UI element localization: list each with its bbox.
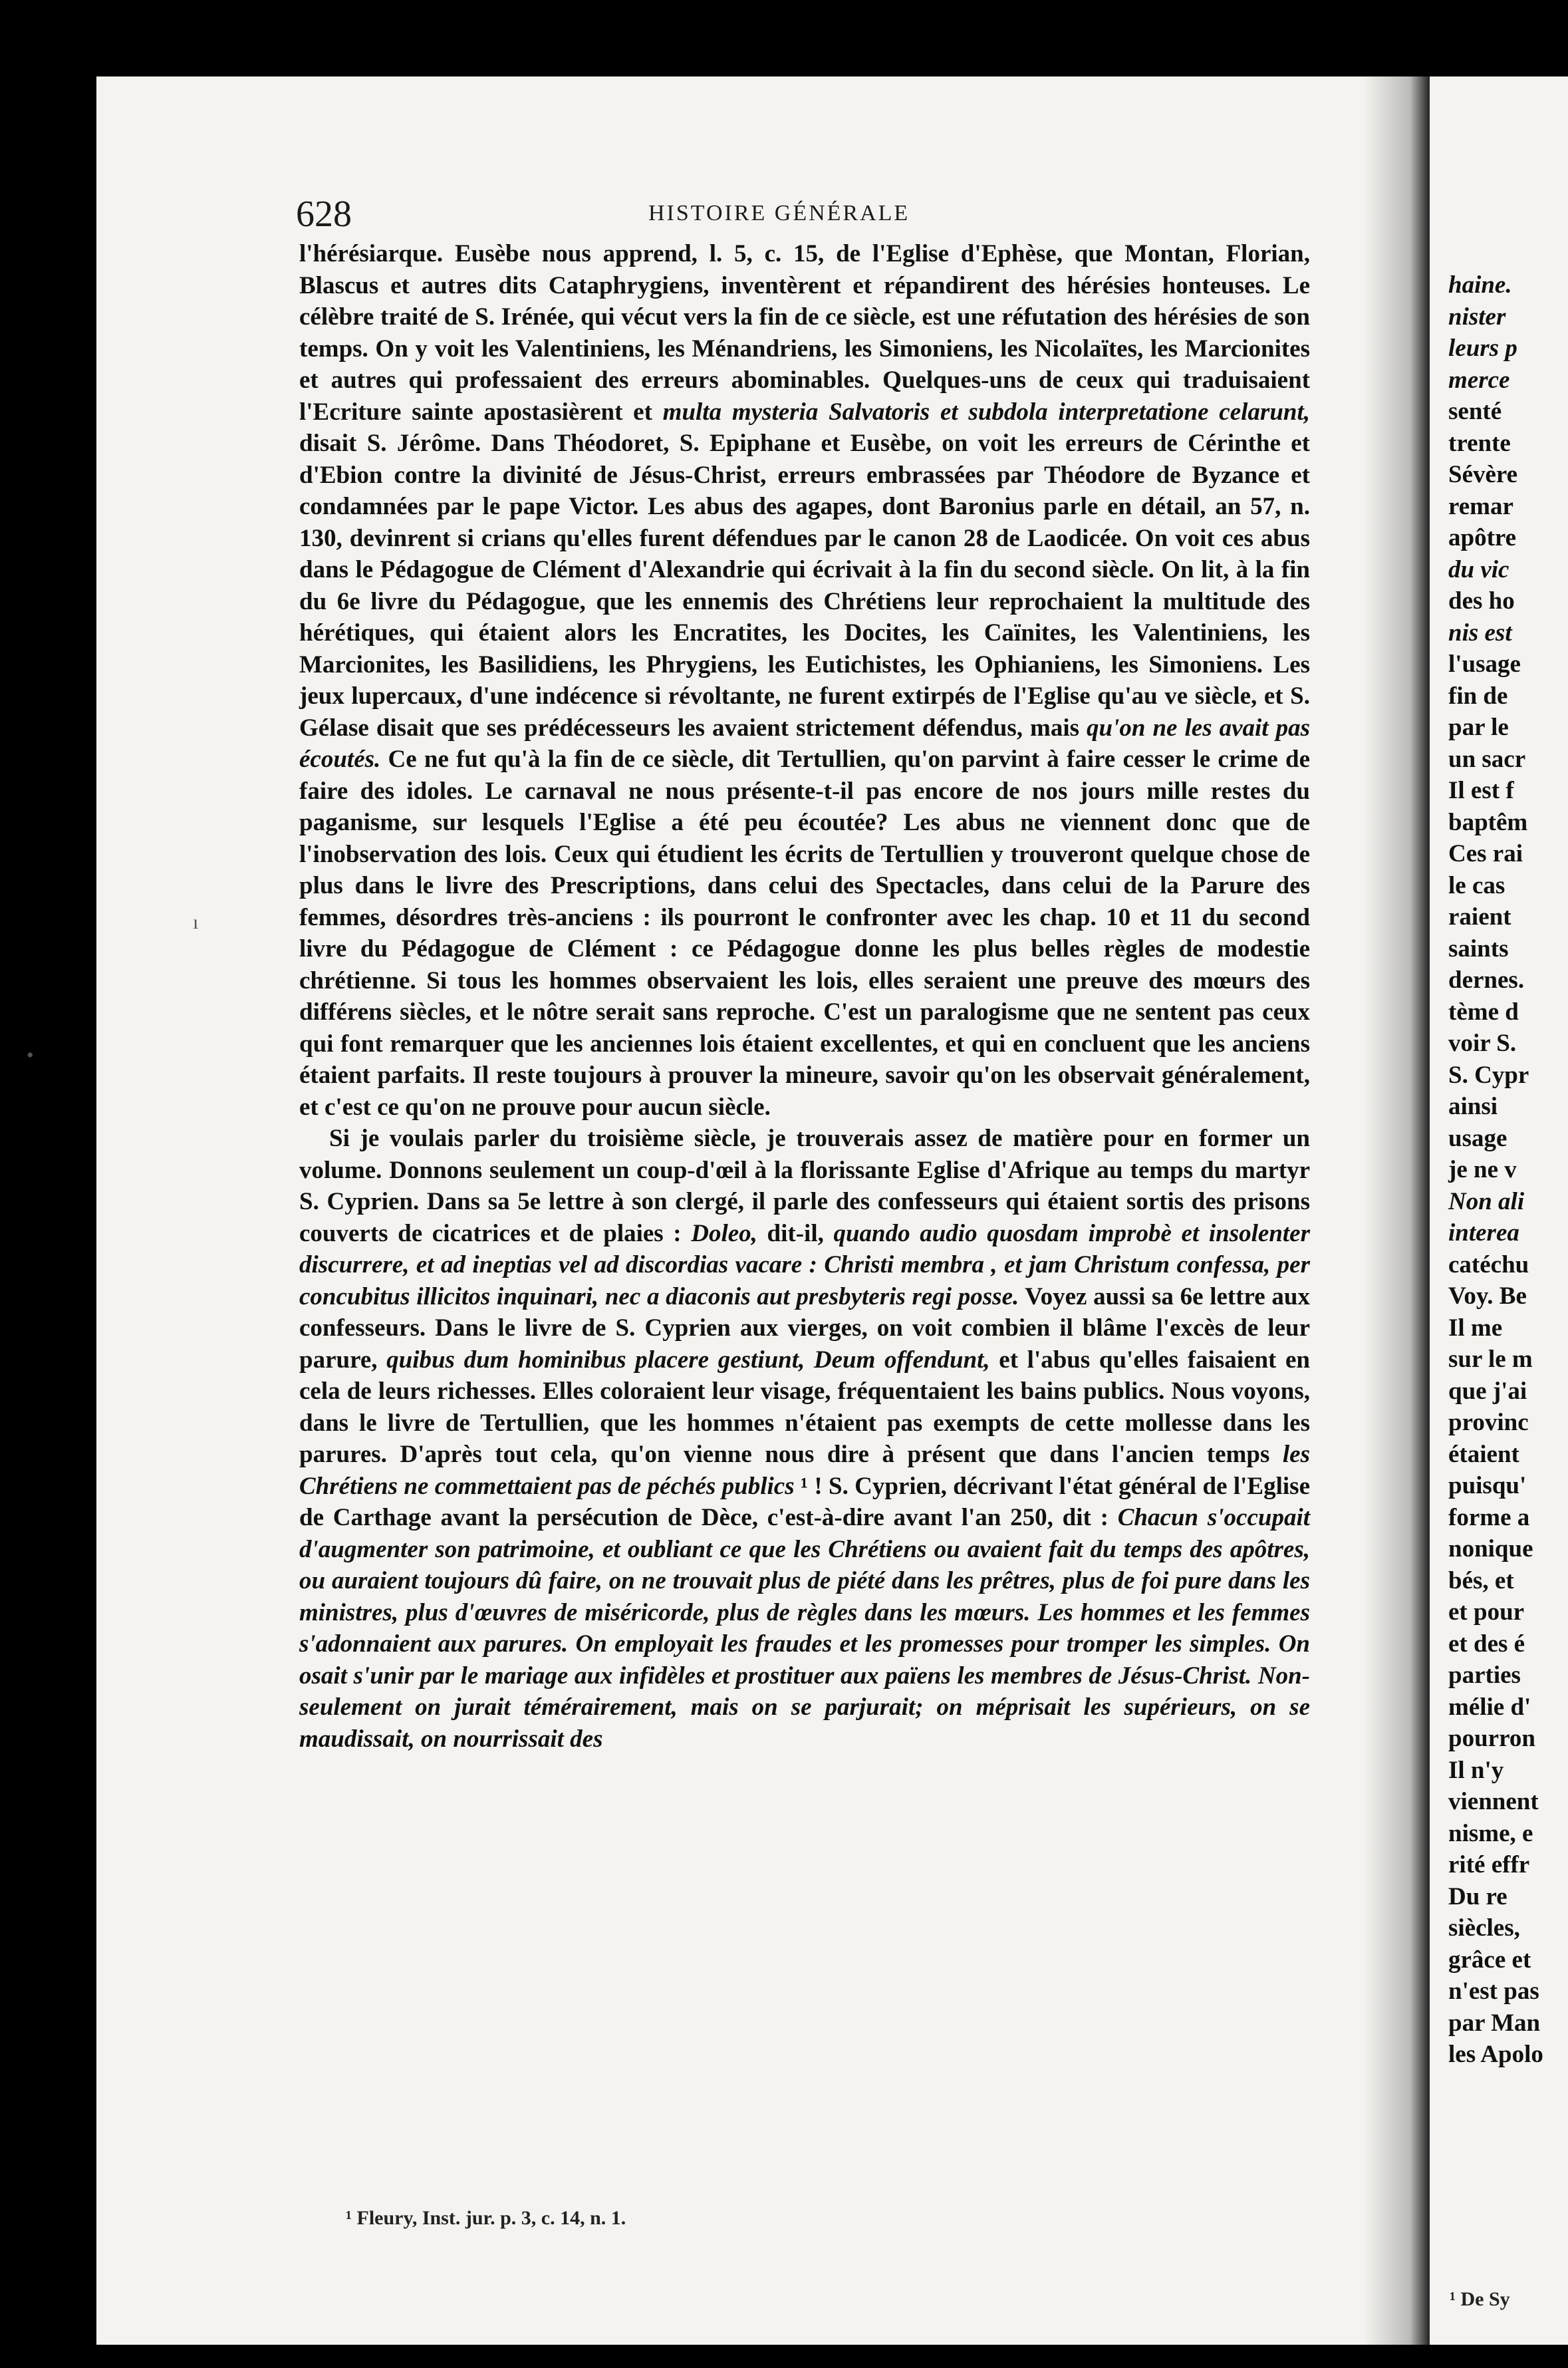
text-run: et l'abus qu'elles faisaient en cela de leurs richesses. Elles coloraient leur visage, fréquentaient les bains publics. Nous voyons, dans le livre de Tertullien, que les hommes n'étaient pas exempts de cette mollesse dans les parures. D'après tout cela, qu'on vienne nous dire à présent que dans l'ancien temps bbox=[299, 1346, 1310, 1468]
right-page-line: saints bbox=[1448, 935, 1509, 962]
right-page-line: et des é bbox=[1448, 1630, 1525, 1658]
right-page-line: baptêm bbox=[1448, 808, 1528, 836]
text-run: Si je voulais parler du troisième siècle, je trouverais assez de matière pour en former un volume. Donnons seulement un coup-d'œil à la florissante Eglise d'Afrique au temps du martyr S. Cyprien. Dans sa 5e lettre à son clergé, il parle des confesseurs qui étaient sortis des prisons couverts de cicatrices et de plaies : bbox=[299, 1125, 1310, 1247]
latin-quote: quibus dum hominibus placere gestiunt, Deum offendunt, bbox=[386, 1346, 990, 1374]
right-page-line: forme a bbox=[1448, 1503, 1530, 1531]
right-page-line: Voy. Be bbox=[1448, 1282, 1527, 1310]
latin-quote: multa mysteria Salvatoris et subdola interpretatione celarunt, bbox=[662, 398, 1311, 426]
right-page-line: nonique bbox=[1448, 1535, 1533, 1562]
right-page-line: parties bbox=[1448, 1662, 1521, 1689]
text-run: Ce ne fut qu'à la fin de ce siècle, dit Tertullien, qu'on parvint à faire cesser le crime de faire des idoles. Le carnaval ne nous présente-t-il pas encore de nos jours mille restes du paganisme, sur lesquels l'Eglise a été peu écoutée? Les abus ne viennent donc que de l'inobservation des lois. Ceux qui étudient les écrits de Tertullien y trouveront quelque chose de plus dans le livre des Prescriptions, dans celui des Spectacles, dans celui de la Parure des femmes, désordres très-anciens : ils pourront le confronter avec les chap. 10 et 11 du second livre du Pédagogue de Clément : ce Pédagogue donne les plus belles règles de modestie chrétienne. Si tous les hommes observaient les lois, elles seraient une preuve des mœurs des différens siècles, et le nôtre serait sans reproche. C'est un paralogisme que ne sentent pas ceux qui font remarquer que les anciennes lois étaient excellentes, et qui en concluent que les anciens étaient parfaits. Il reste toujours à prouver la mineure, savoir qu'on les observait généralement, et c'est ce qu'on ne prouve pour aucun siècle. bbox=[299, 746, 1310, 1121]
right-page-line: trente bbox=[1448, 429, 1511, 457]
right-page-line: nisme, e bbox=[1448, 1819, 1533, 1847]
text-run: disait S. Jérôme. Dans Théodoret, S. Epiphane et Eusèbe, on voit les erreurs de Cérinthe et d'Ebion contre la divinité de Jésus-Christ, erreurs embrassées par Théodore de Byzance et condamnées par le pape Victor. Les abus des agapes, dont Baronius parle en détail, an 57, n. 130, devinrent si crians qu'elles furent défendues par le canon 28 de Laodicée. On voit ces abus dans le Pédagogue de Clément d'Alexandrie qui écrivait à la fin du second siècle. On lit, à la fin du 6e livre du Pédagogue, que les ennemis des Chrétiens leur reprochaient la multitude des hérétiques, qui étaient alors les Encratites, les Docites, les Caïnites, les Valentiniens, les Marcionites, les Basilidiens, les Phrygiens, les Eutichistes, les Ophianiens, les Simoniens. Les jeux lupercaux, d'une indécence si révoltante, ne furent extirpés de l'Eglise qu'au ve siècle, et S. Gélase disait que ses prédécesseurs les avaient strictement défendus, mais bbox=[299, 430, 1310, 742]
running-title: HISTOIRE GÉNÉRALE bbox=[648, 201, 910, 225]
italic-quote: Chacun s'occupait d'augmenter son patrimoine, et oubliant ce que les Chrétiens ou avaient fait du temps des apôtres, ou auraient toujours dû faire, on ne trouvait plus de piété dans les prêtres, plus de foi pure dans les ministres, plus d'œuvres de miséricorde, plus de règles dans les mœurs. Les hommes et les femmes s'adonnaient aux parures. On employait les fraudes et les promesses pour tromper les simples. On osait s'unir par le mariage aux infidèles et prostituer aux païens les membres de Jésus-Christ. Non-seulement on jurait témérairement, mais on se parjurait; on méprisait les supérieurs, on se maudissait, on nourrissait des bbox=[299, 1504, 1311, 1753]
right-page-line: siècles, bbox=[1448, 1914, 1520, 1942]
main-text bbox=[299, 238, 1310, 1755]
right-page-line: n'est pas bbox=[1448, 1978, 1539, 2005]
gutter-shadow bbox=[1363, 76, 1430, 2345]
right-page-line: ainsi bbox=[1448, 1093, 1498, 1120]
right-page-line: usage bbox=[1448, 1124, 1507, 1152]
right-page-line: puisqu' bbox=[1448, 1472, 1527, 1499]
right-page-line: haine. bbox=[1448, 271, 1512, 299]
right-page-line: par le bbox=[1448, 714, 1509, 741]
right-page-line: Sévère bbox=[1448, 461, 1518, 488]
right-page-line: étaient bbox=[1448, 1440, 1519, 1468]
italic-quote: qu'on ne les avait pas écoutés. bbox=[299, 714, 1310, 773]
scan-speck: • bbox=[27, 1044, 34, 1066]
right-page-line: merce bbox=[1448, 366, 1510, 394]
text-run: dit-il, bbox=[757, 1219, 834, 1247]
right-page-line: S. Cypr bbox=[1448, 1061, 1529, 1089]
right-page-line: un sacr bbox=[1448, 745, 1526, 773]
right-page-line: catéchu bbox=[1448, 1251, 1529, 1278]
right-page-line: le cas bbox=[1448, 871, 1505, 899]
text-run: ¹ ! S. Cyprien, décrivant l'état général de l'Eglise de Carthage avant la persécution de Dèce, c'est-à-dire avant l'an 250, dit : bbox=[299, 1472, 1310, 1531]
right-page-line: Du re bbox=[1448, 1882, 1507, 1910]
right-page-line: leurs p bbox=[1448, 335, 1517, 362]
right-page-line: bés, et bbox=[1448, 1566, 1514, 1594]
right-page-line: fin de bbox=[1448, 682, 1508, 710]
right-page-line: des ho bbox=[1448, 587, 1515, 615]
latin-quote: quando audio quosdam improbè et insolenter discurrere, et ad ineptias vel ad discordias vacare : Christi membra , et jam Christum confessa, per concubitus illicitos inquinari, nec a diaconis aut presbyteris regi posse. bbox=[299, 1219, 1310, 1310]
right-page-footnote: ¹ De Sy bbox=[1450, 2288, 1510, 2310]
right-page-line: viennent bbox=[1448, 1788, 1539, 1815]
latin-quote: Doleo, bbox=[691, 1219, 757, 1247]
right-page-line: Ces rai bbox=[1448, 840, 1523, 867]
text-run: l'hérésiarque. Eusèbe nous apprend, l. 5, c. 15, de l'Eglise d'Ephèse, que Montan, Florian, Blascus et autres dits Cataphrygiens, inventèrent et répandirent des hérésies honteuses. Le célèbre traité de S. Irénée, qui vécut vers la fin de ce siècle, est une réfutation des hérésies de son temps. On y voit les Valentiniens, les Ménandriens, les Simoniens, les Nicolaïtes, les Marcionites et autres qui professaient des erreurs abominables. Quelques-uns de ceux qui traduisaient l'Ecriture sainte apostasièrent et bbox=[299, 240, 1310, 426]
paragraph-1 bbox=[299, 238, 1310, 1123]
right-page-line: rité effr bbox=[1448, 1851, 1530, 1878]
right-page-line: dernes. bbox=[1448, 966, 1525, 994]
right-page-line: que j'ai bbox=[1448, 1377, 1527, 1405]
right-page-line: nister bbox=[1448, 303, 1506, 331]
text-run: Voyez aussi sa 6e lettre aux confesseurs. Dans le livre de S. Cyprien aux vierges, on voit combien il blâme l'excès de leur parure, bbox=[299, 1282, 1310, 1374]
scan-speck: ı bbox=[193, 911, 199, 933]
right-page-line: je ne v bbox=[1448, 1156, 1517, 1183]
right-page-line: par Man bbox=[1448, 2009, 1541, 2037]
page-number: 628 bbox=[296, 194, 352, 235]
paragraph-2 bbox=[299, 1123, 1310, 1755]
running-head bbox=[296, 193, 1330, 233]
right-page-line: Il me bbox=[1448, 1314, 1503, 1342]
right-page-line: senté bbox=[1448, 398, 1502, 425]
right-page-line: pourron bbox=[1448, 1725, 1535, 1752]
right-page-text-fragment bbox=[1448, 269, 1568, 2071]
right-page-line: raient bbox=[1448, 903, 1511, 931]
right-page-line: nis est bbox=[1448, 619, 1512, 647]
right-page-line: voir S. bbox=[1448, 1030, 1517, 1057]
right-page-line: apôtre bbox=[1448, 524, 1517, 551]
footnote: ¹ Fleury, Inst. jur. p. 3, c. 14, n. 1. bbox=[346, 2207, 626, 2229]
right-page-line: l'usage bbox=[1448, 651, 1521, 678]
right-page-line: grâce et bbox=[1448, 1946, 1531, 1974]
book-page-right-edge bbox=[1430, 76, 1568, 2345]
right-page-line: remar bbox=[1448, 492, 1513, 520]
right-page-line: Non ali bbox=[1448, 1187, 1525, 1215]
right-page-line: du vic bbox=[1448, 555, 1509, 583]
italic-quote: les Chrétiens ne commettaient pas de péchés publics bbox=[299, 1441, 1310, 1500]
right-page-line: Il n'y bbox=[1448, 1756, 1504, 1784]
right-page-line: et pour bbox=[1448, 1598, 1525, 1626]
right-page-line: provinc bbox=[1448, 1409, 1529, 1436]
right-page-line: Il est f bbox=[1448, 777, 1514, 804]
right-page-line: tème d bbox=[1448, 998, 1519, 1026]
right-page-line: sur le m bbox=[1448, 1346, 1533, 1373]
right-page-line: interea bbox=[1448, 1219, 1519, 1247]
right-page-line: mélie d' bbox=[1448, 1693, 1531, 1721]
right-page-line: les Apolo bbox=[1448, 2041, 1543, 2068]
